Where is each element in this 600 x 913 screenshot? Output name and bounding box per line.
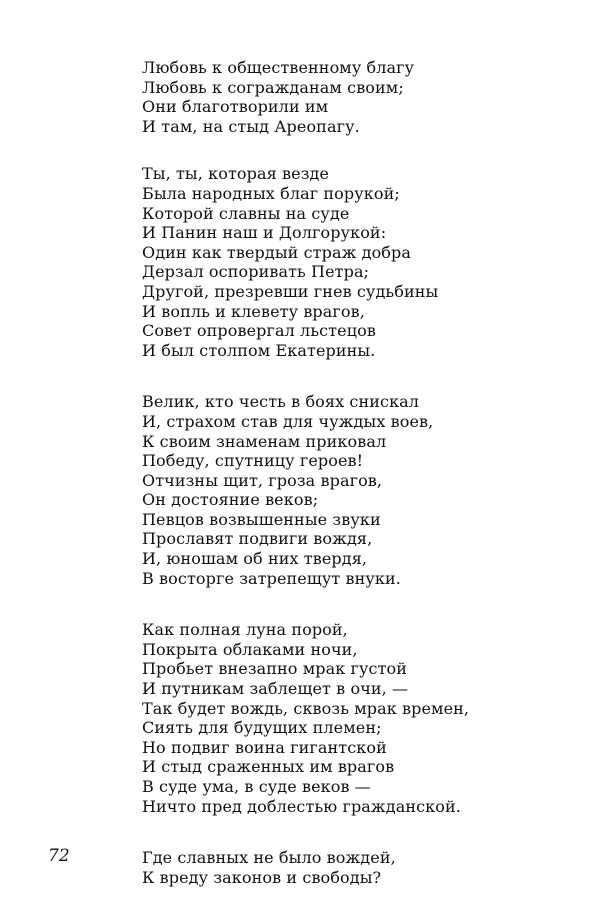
poem-line: Как полная луна порой, xyxy=(142,620,348,640)
poem-line: Певцов возвышенные звуки xyxy=(142,509,381,529)
poem-line: Сиять для будущих племен; xyxy=(142,718,382,738)
stanza-4 xyxy=(142,620,562,816)
poem-line: Покрыта облаками ночи, xyxy=(142,639,358,659)
poem-line: Другой, презревши гнев судьбины xyxy=(142,281,439,301)
poem-line: Пробьет внезапно мрак густой xyxy=(142,659,408,679)
poem-text xyxy=(142,58,562,887)
poem-line: И, юношам об них твердя, xyxy=(142,549,368,569)
stanza-5 xyxy=(142,848,562,887)
poem-line: Которой славны на суде xyxy=(142,203,350,223)
poem-line: Где славных не было вождей, xyxy=(142,848,396,868)
stanza-gap xyxy=(142,816,562,848)
poem-line: Любовь к согражданам своим; xyxy=(142,77,404,97)
stanza-2 xyxy=(142,164,562,360)
poem-line: Они благотворили им xyxy=(142,97,329,117)
stanza-gap xyxy=(142,136,562,164)
page-number: 72 xyxy=(48,846,70,866)
poem-line: И там, на стыд Ареопагу. xyxy=(142,116,360,136)
poem-line: Велик, кто честь в боях снискал xyxy=(142,392,420,412)
poem-line: И стыд сраженных им врагов xyxy=(142,757,395,777)
stanza-gap xyxy=(142,588,562,620)
poem-line: И путникам заблещет в очи, — xyxy=(142,679,409,699)
poem-line: Совет опровергал льстецов xyxy=(142,321,376,341)
poem-line: Отчизны щит, гроза врагов, xyxy=(142,470,383,490)
poem-line: В суде ума, в суде веков — xyxy=(142,777,371,796)
poem-line: К вреду законов и свободы? xyxy=(142,867,382,887)
poem-line: Он достояние веков; xyxy=(142,490,319,510)
poem-line: Была народных благ порукой; xyxy=(142,183,400,203)
poem-line: Победу, спутницу героев! xyxy=(142,451,364,471)
poem-line: И был столпом Екатерины. xyxy=(142,340,376,360)
poem-line: Любовь к общественному благу xyxy=(142,58,415,77)
poem-line: Ничто пред доблестью гражданской. xyxy=(142,796,461,816)
poem-line: Ты, ты, которая везде xyxy=(142,164,330,184)
poem-line: Но подвиг воина гигантской xyxy=(142,737,387,757)
poem-line: Дерзал оспоривать Петра; xyxy=(142,262,370,282)
poem-line: Прославят подвиги вождя, xyxy=(142,529,373,549)
poem-line: И Панин наш и Долгорукой: xyxy=(142,223,387,243)
stanza-1 xyxy=(142,58,562,136)
poem-line: Один как твердый страж добра xyxy=(142,242,412,262)
poem-line: И вопль и клевету врагов, xyxy=(142,301,365,321)
poem-line: Так будет вождь, сквозь мрак времен, xyxy=(142,698,470,718)
stanza-3 xyxy=(142,392,562,588)
poem-line: И, страхом став для чуждых воев, xyxy=(142,411,434,431)
stanza-gap xyxy=(142,360,562,392)
poem-line: К своим знаменам приковал xyxy=(142,431,387,451)
poem-line: В восторге затрепещут внуки. xyxy=(142,568,401,588)
